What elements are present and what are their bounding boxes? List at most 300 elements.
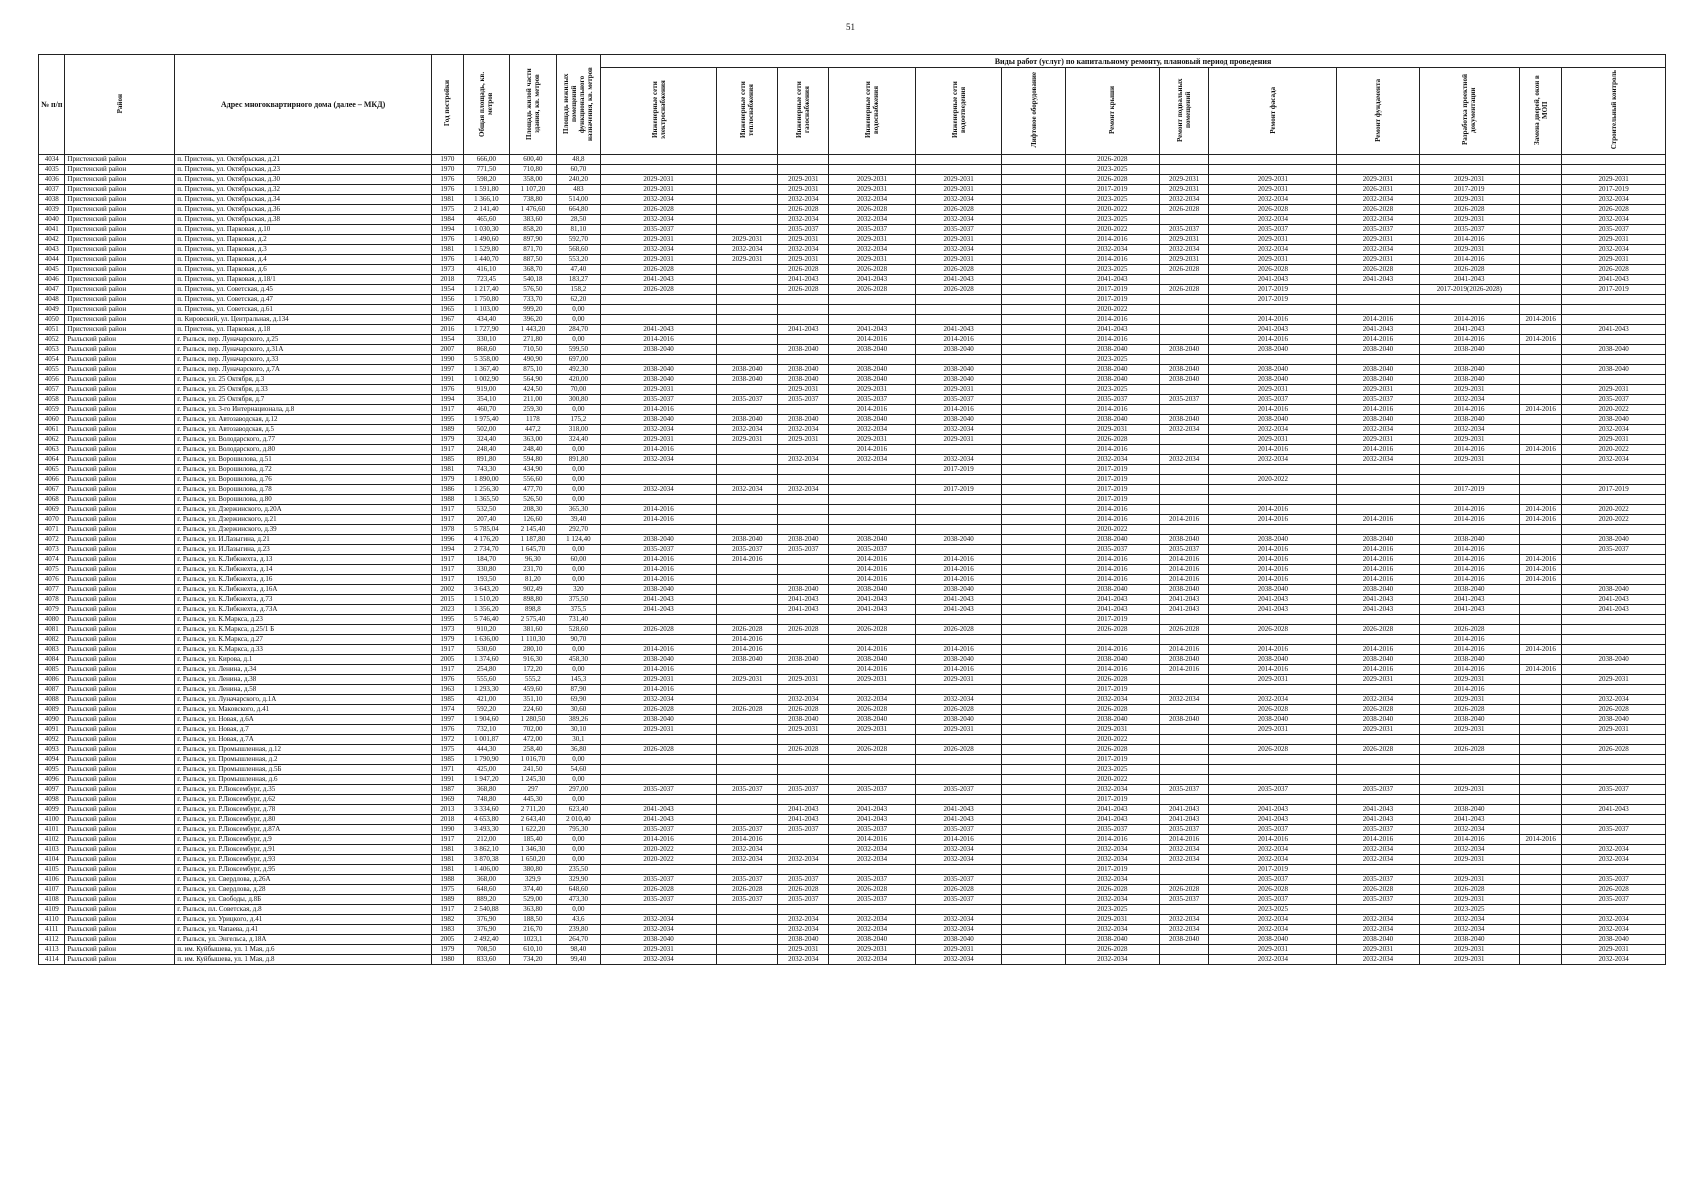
- cell-work-12: [1562, 495, 1666, 505]
- cell-work-0: 2029-2031: [601, 385, 717, 395]
- cell-work-10: 2029-2031: [1419, 385, 1519, 395]
- cell-nonres-area: 300,80: [556, 395, 600, 405]
- cell-year: 1971: [431, 765, 463, 775]
- cell-address: г. Рыльск, ул. Дзержинского, д.21: [175, 515, 432, 525]
- cell-work-0: [601, 165, 717, 175]
- cell-work-6: 2026-2028: [1065, 675, 1159, 685]
- cell-total-area: 502,00: [463, 425, 509, 435]
- cell-work-9: [1337, 465, 1419, 475]
- cell-work-6: 2020-2022: [1065, 735, 1159, 745]
- cell-work-0: 2035-2037: [601, 895, 717, 905]
- cell-work-2: 2035-2037: [778, 545, 829, 555]
- cell-living-area: 2 711,20: [510, 805, 556, 815]
- cell-num: 4089: [39, 705, 65, 715]
- cell-total-area: 1 440,70: [463, 255, 509, 265]
- cell-work-0: 2029-2031: [601, 435, 717, 445]
- cell-work-7: [1159, 725, 1209, 735]
- cell-total-area: 1 365,50: [463, 495, 509, 505]
- cell-work-1: 2029-2031: [717, 435, 778, 445]
- cell-work-8: [1209, 495, 1337, 505]
- cell-work-0: [601, 735, 717, 745]
- cell-work-1: [717, 715, 778, 725]
- cell-work-9: [1337, 505, 1419, 515]
- cell-district: Рыльский район: [65, 505, 175, 515]
- cell-living-area: 185,40: [510, 835, 556, 845]
- cell-work-11: [1520, 885, 1562, 895]
- table-row: [39, 715, 1666, 725]
- cell-work-0: 2026-2028: [601, 745, 717, 755]
- cell-work-11: 2014-2016: [1520, 445, 1562, 455]
- cell-work-3: 2014-2016: [829, 645, 916, 655]
- cell-address: г. Рыльск, ул. Промышленная, д.6: [175, 775, 432, 785]
- cell-year: 1981: [431, 245, 463, 255]
- cell-year: 1976: [431, 255, 463, 265]
- cell-work-9: [1337, 495, 1419, 505]
- table-row: [39, 335, 1666, 345]
- cell-num: 4039: [39, 205, 65, 215]
- cell-work-3: 2014-2016: [829, 565, 916, 575]
- cell-living-area: 424,50: [510, 385, 556, 395]
- cell-nonres-area: 0,00: [556, 405, 600, 415]
- cell-work-8: 2038-2040: [1209, 715, 1337, 725]
- cell-address: г. Рыльск, ул. Энгельса, д.18А: [175, 935, 432, 945]
- cell-work-0: [601, 355, 717, 365]
- cell-nonres-area: 528,60: [556, 625, 600, 635]
- cell-nonres-area: 483: [556, 185, 600, 195]
- cell-work-9: 2014-2016: [1337, 555, 1419, 565]
- cell-work-1: 2032-2034: [717, 425, 778, 435]
- cell-work-3: 2029-2031: [829, 235, 916, 245]
- cell-work-3: 2029-2031: [829, 255, 916, 265]
- cell-work-1: 2026-2028: [717, 625, 778, 635]
- cell-work-6: 2014-2016: [1065, 235, 1159, 245]
- cell-total-area: 555,60: [463, 675, 509, 685]
- cell-work-5: [1002, 375, 1065, 385]
- cell-work-9: 2038-2040: [1337, 715, 1419, 725]
- cell-address: п. им. Куйбышева, ул. 1 Мая, д.8: [175, 955, 432, 965]
- cell-living-area: 216,70: [510, 925, 556, 935]
- cell-work-7: [1159, 615, 1209, 625]
- cell-work-6: 2014-2016: [1065, 255, 1159, 265]
- cell-work-12: 2032-2034: [1562, 195, 1666, 205]
- cell-year: 1994: [431, 395, 463, 405]
- cell-work-0: 2035-2037: [601, 225, 717, 235]
- cell-work-10: [1419, 775, 1519, 785]
- table-row: [39, 825, 1666, 835]
- cell-district: Рыльский район: [65, 375, 175, 385]
- cell-work-6: 2038-2040: [1065, 415, 1159, 425]
- cell-work-8: 2041-2043: [1209, 805, 1337, 815]
- cell-work-12: 2029-2031: [1562, 675, 1666, 685]
- cell-living-area: 594,80: [510, 455, 556, 465]
- cell-work-0: 2029-2031: [601, 725, 717, 735]
- cell-work-4: 2032-2034: [915, 695, 1002, 705]
- cell-work-8: 2029-2031: [1209, 175, 1337, 185]
- cell-work-1: [717, 205, 778, 215]
- cell-work-2: [778, 505, 829, 515]
- cell-work-6: 2032-2034: [1065, 455, 1159, 465]
- cell-work-10: 2026-2028: [1419, 705, 1519, 715]
- cell-work-0: 2020-2022: [601, 845, 717, 855]
- cell-work-12: 2032-2034: [1562, 425, 1666, 435]
- cell-work-0: 2026-2028: [601, 205, 717, 215]
- cell-district: Рыльский район: [65, 415, 175, 425]
- cell-work-10: 2029-2031: [1419, 725, 1519, 735]
- table-row: [39, 295, 1666, 305]
- cell-work-10: 2014-2016: [1419, 545, 1519, 555]
- cell-nonres-area: 284,70: [556, 325, 600, 335]
- cell-year: 1979: [431, 475, 463, 485]
- cell-total-area: 324,40: [463, 435, 509, 445]
- cell-work-0: [601, 155, 717, 165]
- cell-work-11: [1520, 805, 1562, 815]
- cell-work-11: [1520, 235, 1562, 245]
- cell-total-area: 1 890,00: [463, 475, 509, 485]
- cell-work-1: 2032-2034: [717, 485, 778, 495]
- cell-num: 4108: [39, 895, 65, 905]
- cell-work-7: 2041-2043: [1159, 805, 1209, 815]
- cell-work-2: 2026-2028: [778, 705, 829, 715]
- cell-district: Рыльский район: [65, 525, 175, 535]
- cell-work-6: 2026-2028: [1065, 175, 1159, 185]
- cell-work-12: [1562, 155, 1666, 165]
- cell-district: Рыльский район: [65, 715, 175, 725]
- cell-living-area: 610,10: [510, 945, 556, 955]
- cell-work-12: 2026-2028: [1562, 885, 1666, 895]
- cell-year: 1974: [431, 705, 463, 715]
- cell-work-8: [1209, 635, 1337, 645]
- cell-total-area: 1 030,30: [463, 225, 509, 235]
- cell-work-11: [1520, 585, 1562, 595]
- cell-work-12: [1562, 565, 1666, 575]
- cell-work-7: 2038-2040: [1159, 535, 1209, 545]
- cell-work-0: 2038-2040: [601, 535, 717, 545]
- cell-work-7: [1159, 745, 1209, 755]
- cell-work-4: 2017-2019: [915, 465, 1002, 475]
- cell-work-12: 2041-2043: [1562, 605, 1666, 615]
- cell-address: г. Рыльск, ул. Р.Люксембург, д.35: [175, 785, 432, 795]
- table-row: [39, 585, 1666, 595]
- cell-num: 4086: [39, 675, 65, 685]
- cell-work-2: 2032-2034: [778, 955, 829, 965]
- cell-total-area: 2 141,40: [463, 205, 509, 215]
- cell-num: 4035: [39, 165, 65, 175]
- cell-work-9: [1337, 755, 1419, 765]
- cell-work-0: [601, 495, 717, 505]
- cell-nonres-area: 731,40: [556, 615, 600, 625]
- cell-work-2: 2035-2037: [778, 895, 829, 905]
- cell-work-8: 2014-2016: [1209, 545, 1337, 555]
- cell-work-11: [1520, 925, 1562, 935]
- cell-work-8: [1209, 795, 1337, 805]
- cell-work-5: [1002, 675, 1065, 685]
- cell-work-5: [1002, 875, 1065, 885]
- cell-work-5: [1002, 485, 1065, 495]
- cell-work-9: 2014-2016: [1337, 515, 1419, 525]
- cell-work-8: 2026-2028: [1209, 745, 1337, 755]
- table-row: [39, 455, 1666, 465]
- cell-district: Рыльский район: [65, 705, 175, 715]
- cell-work-9: 2014-2016: [1337, 335, 1419, 345]
- cell-work-4: [915, 165, 1002, 175]
- cell-total-area: 1 529,80: [463, 245, 509, 255]
- cell-work-7: [1159, 325, 1209, 335]
- cell-year: 1917: [431, 555, 463, 565]
- cell-work-7: [1159, 505, 1209, 515]
- cell-work-8: 2035-2037: [1209, 225, 1337, 235]
- cell-work-8: 2029-2031: [1209, 435, 1337, 445]
- cell-work-6: 2017-2019: [1065, 475, 1159, 485]
- cell-total-area: 868,60: [463, 345, 509, 355]
- cell-num: 4084: [39, 655, 65, 665]
- cell-work-3: 2035-2037: [829, 225, 916, 235]
- cell-work-1: 2035-2037: [717, 395, 778, 405]
- cell-work-10: 2029-2031: [1419, 245, 1519, 255]
- cell-work-1: [717, 385, 778, 395]
- cell-work-8: 2035-2037: [1209, 875, 1337, 885]
- table-row: [39, 735, 1666, 745]
- cell-work-0: 2020-2022: [601, 855, 717, 865]
- cell-nonres-area: 0,00: [556, 835, 600, 845]
- cell-work-3: 2038-2040: [829, 585, 916, 595]
- table-row: [39, 675, 1666, 685]
- cell-living-area: 297: [510, 785, 556, 795]
- cell-work-5: [1002, 805, 1065, 815]
- cell-address: г. Рыльск, ул. Промышленная, д.12: [175, 745, 432, 755]
- cell-work-0: [601, 295, 717, 305]
- cell-work-0: 2026-2028: [601, 265, 717, 275]
- cell-work-2: [778, 155, 829, 165]
- cell-work-7: 2038-2040: [1159, 415, 1209, 425]
- table-row: [39, 175, 1666, 185]
- cell-work-9: 2038-2040: [1337, 345, 1419, 355]
- cell-work-2: 2032-2034: [778, 915, 829, 925]
- cell-work-6: 2032-2034: [1065, 845, 1159, 855]
- cell-work-9: 2029-2031: [1337, 725, 1419, 735]
- cell-work-0: 2038-2040: [601, 585, 717, 595]
- cell-work-12: [1562, 335, 1666, 345]
- cell-work-2: 2041-2043: [778, 325, 829, 335]
- cell-work-5: [1002, 775, 1065, 785]
- cell-work-2: 2041-2043: [778, 605, 829, 615]
- cell-address: п. Пристень, ул. Октябрьская, д.38: [175, 215, 432, 225]
- cell-nonres-area: 375,50: [556, 595, 600, 605]
- cell-work-1: [717, 155, 778, 165]
- cell-nonres-area: 389,26: [556, 715, 600, 725]
- cell-work-11: [1520, 795, 1562, 805]
- cell-address: п. Пристень, ул. Парковая, д.10: [175, 225, 432, 235]
- cell-work-0: 2026-2028: [601, 885, 717, 895]
- cell-living-area: 898,80: [510, 595, 556, 605]
- table-row: [39, 785, 1666, 795]
- cell-year: 2018: [431, 815, 463, 825]
- cell-num: 4095: [39, 765, 65, 775]
- cell-district: Пристенский район: [65, 265, 175, 275]
- cell-work-10: [1419, 475, 1519, 485]
- cell-work-10: 2041-2043: [1419, 275, 1519, 285]
- cell-total-area: 330,80: [463, 565, 509, 575]
- cell-work-9: 2035-2037: [1337, 895, 1419, 905]
- cell-work-5: [1002, 885, 1065, 895]
- cell-work-9: 2032-2034: [1337, 695, 1419, 705]
- cell-work-9: [1337, 865, 1419, 875]
- cell-work-4: [915, 765, 1002, 775]
- cell-work-1: 2029-2031: [717, 675, 778, 685]
- cell-work-6: 2020-2022: [1065, 525, 1159, 535]
- cell-num: 4042: [39, 235, 65, 245]
- cell-work-2: 2029-2031: [778, 175, 829, 185]
- cell-work-5: [1002, 215, 1065, 225]
- cell-work-10: [1419, 795, 1519, 805]
- cell-work-9: 2041-2043: [1337, 275, 1419, 285]
- cell-work-7: 2029-2031: [1159, 185, 1209, 195]
- cell-work-4: [915, 545, 1002, 555]
- cell-district: Рыльский район: [65, 655, 175, 665]
- cell-work-10: 2014-2016: [1419, 315, 1519, 325]
- cell-work-11: 2014-2016: [1520, 335, 1562, 345]
- cell-work-12: [1562, 355, 1666, 365]
- cell-nonres-area: 0,00: [556, 755, 600, 765]
- cell-year: 1963: [431, 685, 463, 695]
- cell-address: г. Рыльск, ул. К.Маркса, д.23: [175, 615, 432, 625]
- cell-work-7: 2035-2037: [1159, 545, 1209, 555]
- cell-total-area: 2 734,70: [463, 545, 509, 555]
- cell-address: п. Пристень, ул. Октябрьская, д.21: [175, 155, 432, 165]
- cell-district: Рыльский район: [65, 355, 175, 365]
- cell-nonres-area: 54,60: [556, 765, 600, 775]
- cell-work-5: [1002, 305, 1065, 315]
- cell-work-0: 2032-2034: [601, 215, 717, 225]
- cell-address: г. Рыльск, ул. Новая, д.7А: [175, 735, 432, 745]
- cell-work-3: [829, 495, 916, 505]
- cell-work-12: 2020-2022: [1562, 445, 1666, 455]
- cell-work-3: 2026-2028: [829, 205, 916, 215]
- cell-work-1: [717, 405, 778, 415]
- cell-work-9: 2014-2016: [1337, 545, 1419, 555]
- cell-district: Пристенский район: [65, 305, 175, 315]
- cell-address: г. Рыльск, ул. Р.Люксембург, д.9: [175, 835, 432, 845]
- cell-total-area: 732,10: [463, 725, 509, 735]
- cell-district: Рыльский район: [65, 475, 175, 485]
- cell-work-12: 2032-2034: [1562, 245, 1666, 255]
- cell-work-4: 2038-2040: [915, 375, 1002, 385]
- cell-work-6: 2035-2037: [1065, 825, 1159, 835]
- cell-work-2: 2026-2028: [778, 885, 829, 895]
- cell-living-area: 81,20: [510, 575, 556, 585]
- cell-work-8: 2014-2016: [1209, 645, 1337, 655]
- cell-work-8: 2041-2043: [1209, 275, 1337, 285]
- cell-work-12: 2026-2028: [1562, 265, 1666, 275]
- cell-work-7: 2035-2037: [1159, 395, 1209, 405]
- cell-num: 4112: [39, 935, 65, 945]
- cell-nonres-area: 0,00: [556, 445, 600, 455]
- cell-work-2: 2035-2037: [778, 875, 829, 885]
- cell-work-9: [1337, 305, 1419, 315]
- cell-nonres-area: 492,30: [556, 365, 600, 375]
- table-row: [39, 435, 1666, 445]
- cell-year: 1984: [431, 215, 463, 225]
- cell-nonres-area: 420,00: [556, 375, 600, 385]
- cell-living-area: 380,80: [510, 865, 556, 875]
- cell-living-area: 1 016,70: [510, 755, 556, 765]
- cell-work-6: 2041-2043: [1065, 805, 1159, 815]
- cell-work-9: 2014-2016: [1337, 315, 1419, 325]
- cell-year: 1985: [431, 755, 463, 765]
- cell-work-4: 2029-2031: [915, 255, 1002, 265]
- cell-work-5: [1002, 185, 1065, 195]
- cell-work-3: [829, 155, 916, 165]
- cell-work-5: [1002, 835, 1065, 845]
- cell-work-12: 2029-2031: [1562, 435, 1666, 445]
- cell-address: г. Рыльск, ул. Свердлова, д.26А: [175, 875, 432, 885]
- cell-work-9: [1337, 355, 1419, 365]
- cell-work-5: [1002, 405, 1065, 415]
- cell-address: г. Рыльск, ул. К.Либкнехта, д.73: [175, 595, 432, 605]
- table-body: [39, 155, 1666, 965]
- cell-work-8: 2032-2034: [1209, 925, 1337, 935]
- cell-work-10: 2029-2031: [1419, 455, 1519, 465]
- cell-work-6: 2014-2016: [1065, 445, 1159, 455]
- cell-work-5: [1002, 695, 1065, 705]
- cell-district: Рыльский район: [65, 825, 175, 835]
- cell-year: 1917: [431, 835, 463, 845]
- cell-district: Рыльский район: [65, 515, 175, 525]
- cell-district: Рыльский район: [65, 855, 175, 865]
- cell-work-1: [717, 185, 778, 195]
- cell-work-12: 2041-2043: [1562, 595, 1666, 605]
- cell-work-10: 2017-2019: [1419, 485, 1519, 495]
- cell-num: 4101: [39, 825, 65, 835]
- cell-address: п. Пристень, ул. Советская, д.47: [175, 295, 432, 305]
- cell-year: 1994: [431, 225, 463, 235]
- cell-work-2: [778, 775, 829, 785]
- cell-work-12: 2029-2031: [1562, 945, 1666, 955]
- cell-living-area: 710,50: [510, 345, 556, 355]
- cell-work-7: [1159, 905, 1209, 915]
- cell-work-7: 2032-2034: [1159, 245, 1209, 255]
- cell-work-0: [601, 475, 717, 485]
- cell-work-12: 2032-2034: [1562, 915, 1666, 925]
- cell-work-0: [601, 865, 717, 875]
- cell-district: Рыльский район: [65, 565, 175, 575]
- cell-work-8: 2029-2031: [1209, 385, 1337, 395]
- cell-work-4: 2032-2034: [915, 845, 1002, 855]
- cell-work-1: [717, 445, 778, 455]
- cell-work-5: [1002, 465, 1065, 475]
- cell-work-8: 2014-2016: [1209, 575, 1337, 585]
- cell-work-1: 2038-2040: [717, 535, 778, 545]
- cell-work-9: 2014-2016: [1337, 565, 1419, 575]
- cell-work-11: 2014-2016: [1520, 645, 1562, 655]
- cell-address: г. Рыльск, ул. Р.Люксембург, д.87А: [175, 825, 432, 835]
- cell-year: 1976: [431, 385, 463, 395]
- cell-work-2: 2029-2031: [778, 725, 829, 735]
- cell-work-10: 2029-2031: [1419, 785, 1519, 795]
- cell-total-area: 3 493,30: [463, 825, 509, 835]
- cell-work-2: 2029-2031: [778, 185, 829, 195]
- cell-total-area: 2 492,40: [463, 935, 509, 945]
- cell-work-4: [915, 795, 1002, 805]
- cell-work-3: 2029-2031: [829, 175, 916, 185]
- cell-district: Рыльский район: [65, 745, 175, 755]
- cell-nonres-area: 0,00: [556, 465, 600, 475]
- cell-work-6: 2014-2016: [1065, 575, 1159, 585]
- cell-year: 1979: [431, 945, 463, 955]
- cell-work-3: [829, 295, 916, 305]
- cell-year: 1987: [431, 785, 463, 795]
- cell-work-8: 2014-2016: [1209, 665, 1337, 675]
- table-row: [39, 565, 1666, 575]
